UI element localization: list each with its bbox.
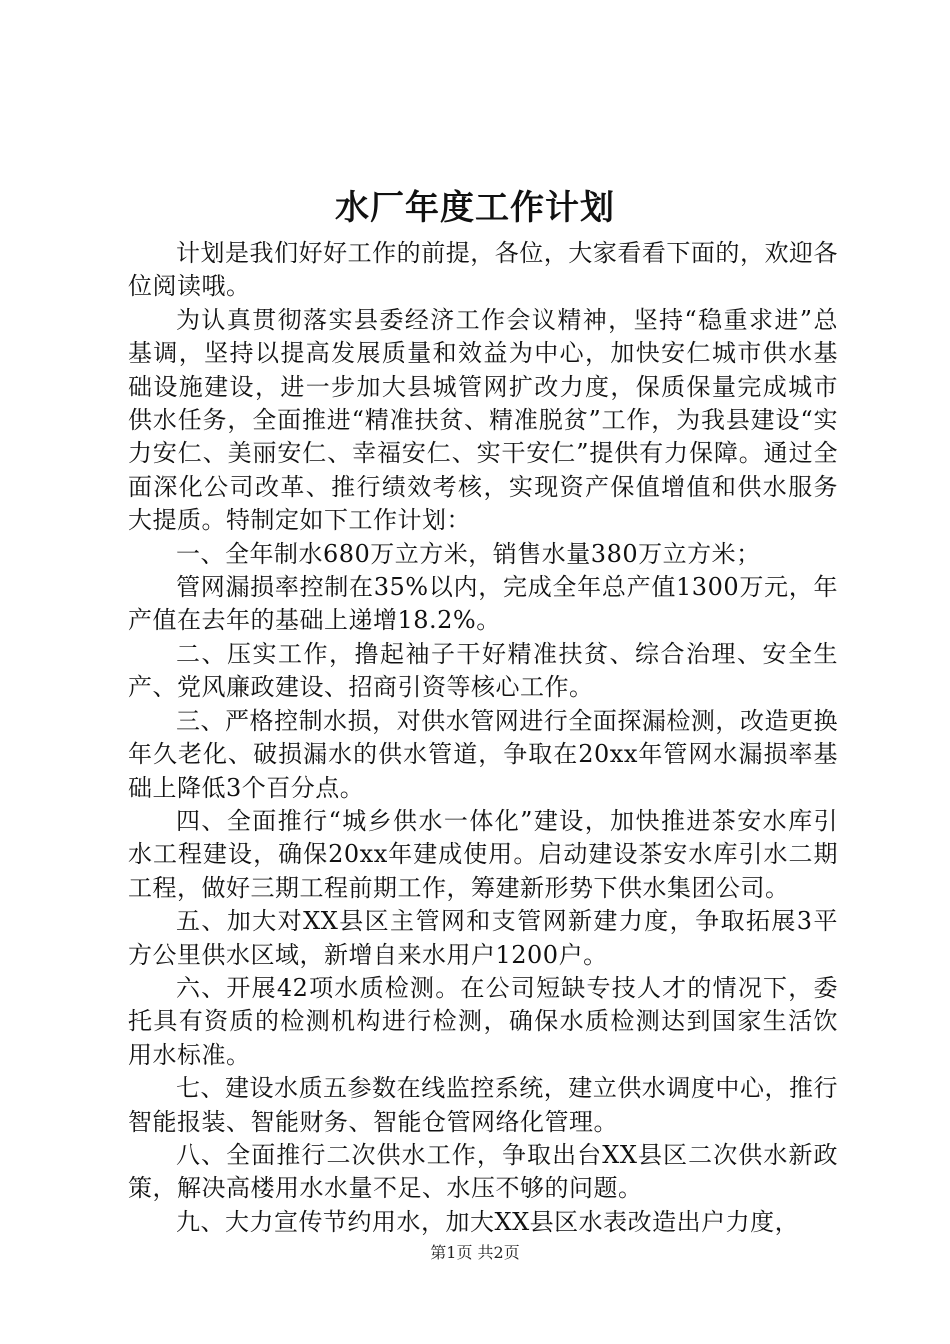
paragraph-item-2: 二、压实工作，撸起袖子干好精准扶贫、综合治理、安全生产、党风廉政建设、招商引资等核心工作。 [128,639,838,702]
paragraph-intro: 计划是我们好好工作的前提，各位，大家看看下面的，欢迎各位阅读哦。 [128,239,838,301]
paragraph-item-5: 五、加大对XX县区主管网和支管网新建力度，争取拓展3平方公里供水区域，新增自来水用户1200户。 [128,907,838,969]
paragraph-item-8: 八、全面推行二次供水工作，争取出台XX县区二次供水新政策，解决高楼用水水量不足、水压不够的问题。 [128,1140,838,1203]
paragraph-item-4: 四、全面推行“城乡供水一体化”建设，加快推进茶安水库引水工程建设，确保20xx年建成使用。启动建设茶安水库引水二期工程，做好三期工程前期工作，筹建新形势下供水集团公司。 [128,806,838,902]
paragraph-item-6: 六、开展42项水质检测。在公司短缺专技人才的情况下，委托具有资质的检测机构进行检测，确保水质检测达到国家生活饮用水标准。 [128,973,838,1069]
paragraph-item-7: 七、建设水质五参数在线监控系统，建立供水调度中心，推行智能报装、智能财务、智能仓管网络化管理。 [128,1074,838,1136]
paragraph-item-3: 三、严格控制水损，对供水管网进行全面探漏检测，改造更换年久老化、破损漏水的供水管道，争取在20xx年管网水漏损率基础上降低3个百分点。 [128,706,838,802]
paragraph-item-1: 一、全年制水680万立方米，销售水量380万立方米； [176,539,761,568]
document-body [128,237,838,1239]
paragraph-item-9: 九、大力宣传节约用水，加大XX县区水表改造出户力度， [176,1207,800,1236]
paragraph-preamble: 为认真贯彻落实县委经济工作会议精神，坚持“稳重求进”总基调，坚持以提高发展质量和效益为中心，加快安仁城市供水基础设施建设，进一步加大县城管网扩改力度，保质保量完成城市供水任务，全面推进“精准扶贫、精准脱贫”工作，为我县建设“实力安仁、美丽安仁、幸福安仁、实干安仁”提供有力保障。通过全面深化公司改革、推行绩效考核，实现资产保值增值和供水服务大提质。特制定如下工作计划： [128,305,838,535]
paragraph-item-1-detail: 管网漏损率控制在35%以内，完成全年总产值1300万元，年产值在去年的基础上递增18.2%。 [128,573,838,635]
document-title: 水厂年度工作计划 [335,188,615,228]
page-number-footer: 第1页 共2页 [430,1243,520,1262]
